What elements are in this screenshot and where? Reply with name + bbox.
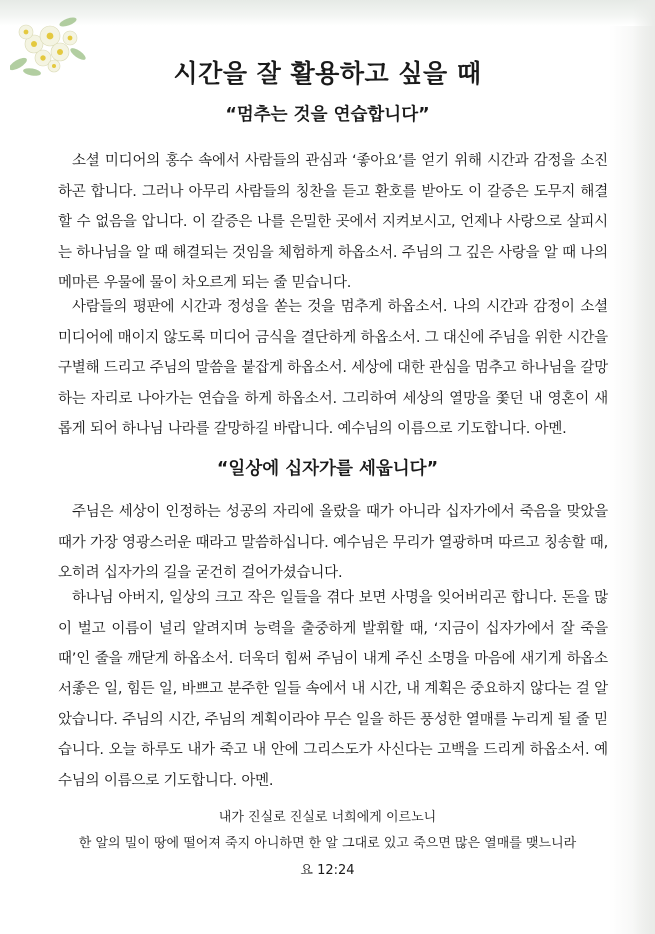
- top-decorative-band: [0, 0, 655, 26]
- section2-paragraph-1: 주님은 세상이 인정하는 성공의 자리에 올랐을 때가 아니라 십자가에서 죽음을 맞았을 때가 가장 영광스러운 때라고 말씀하십니다. 예수님은 무리가 열광하며 따르고 칭송할 때, 오히려 십자가의 길을 굳건히 걸어가셨습니다.: [58, 504, 608, 581]
- section1-paragraph-1: 소셜 미디어의 홍수 속에서 사람들의 관심과 ‘좋아요’를 얻기 위해 시간과 감정을 소진하곤 합니다. 그러나 아무리 사람들의 칭찬을 듣고 환호를 받아도 이 갈증은 도무지 해결할 수 없음을 압니다. 이 갈증은 나를 은밀한 곳에서 지켜보시고, 언제나 사랑으로 살피시는 하나님을 알 때 해결되는 것임을 체험하게 하옵소서. 주님의 그 깊은 사랑을 알 때 나의 메마른 우물에 물이 차오르게 되는 줄 믿습니다.: [58, 153, 608, 291]
- section-heading-cross: “일상에 십자가를 세웁니다”: [216, 459, 439, 479]
- verse-line-1: 내가 진실로 진실로 너희에게 이르노니: [218, 810, 437, 825]
- section-heading-stop: “멈추는 것을 연습합니다”: [225, 105, 430, 125]
- page-title: 시간을 잘 활용하고 싶을 때: [173, 59, 482, 88]
- section2-paragraph-3: 좋은 일, 힘든 일, 바쁘고 분주한 일들 속에서 내 시간, 내 계획은 중요하지 않다는 걸 알았습니다. 주님의 시간, 주님의 계획이라야 무슨 일을 하든 풍성한 열매를 누리게 될 줄 믿습니다. 오늘 하루도 내가 죽고 내 안에 그리스도가 사신다는 고백을 드리게 하옵소서. 예수님의 이름으로 기도합니다. 아멘.: [58, 681, 608, 789]
- section1-paragraph-2: 사람들의 평판에 시간과 정성을 쏟는 것을 멈추게 하옵소서. 나의 시간과 감정이 소셜 미디어에 매이지 않도록 미디어 금식을 결단하게 하옵소서. 그 대신에 주님을 위한 시간을 구별해 드리고 주님의 말씀을 붙잡게 하옵소서. 세상에 대한 관심을 멈추고 하나님을 갈망하는 자리로 나아가는 연습을 하게 하옵소서. 그리하여 세상의 열망을 쫓던 내 영혼이 새롭게 되어 하나님 나라를 갈망하길 바랍니다. 예수님의 이름으로 기도합니다. 아멘.: [58, 299, 608, 437]
- section2-paragraph-2: 하나님 아버지, 일상의 크고 작은 일들을 겪다 보면 사명을 잊어버리곤 합니다. 돈을 많이 벌고 이름이 널리 알려지며 능력을 출중하게 발휘할 때, ‘지금이 십자가에서 잘 죽을 때’인 줄을 깨닫게 하옵소서. 더욱더 힘써 주님이 내게 주신 소명을 마음에 새기게 하옵소서.: [58, 590, 608, 698]
- verse-line-2: 한 알의 밀이 땅에 떨어져 죽지 아니하면 한 알 그대로 있고 죽으면 많은 열매를 맺느니라: [78, 836, 577, 851]
- verse-reference: 요 12:24: [300, 863, 355, 878]
